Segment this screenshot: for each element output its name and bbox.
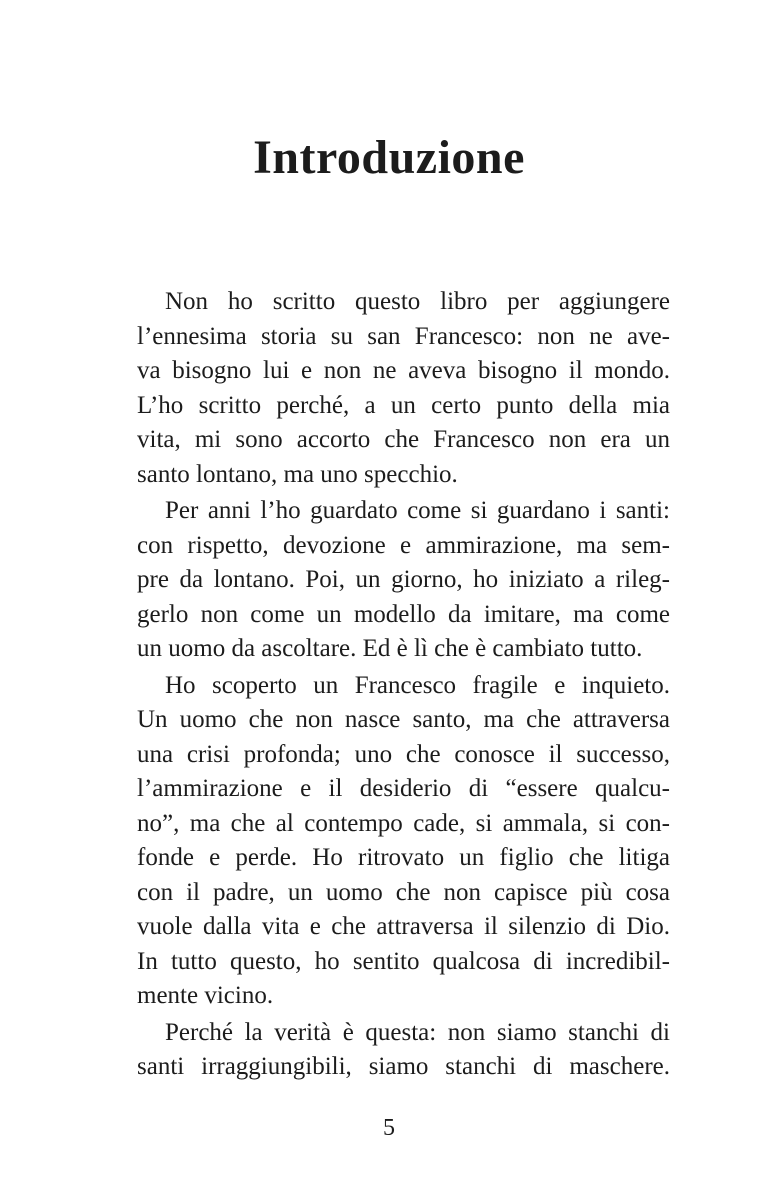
- text-line: Non ho scritto questo libro per aggiungere: [165, 288, 670, 315]
- text-line: va bisogno lui e non ne aveva bisogno il mondo.: [137, 357, 670, 384]
- paragraph: [137, 1016, 670, 1085]
- text-line: gerlo non come un modello da imitare, ma come: [137, 600, 670, 628]
- text-line: Ho scoperto un Francesco fragile e inquieto.: [165, 671, 670, 699]
- text-line: santo lontano, ma uno specchio.: [137, 460, 458, 488]
- text-line: fonde e perde. Ho ritrovato un figlio che litiga: [137, 844, 670, 871]
- text-line: L’ho scritto perché, a un certo punto della mia: [137, 391, 670, 419]
- text-line: un uomo da ascoltare. Ed è lì che è cambiato tutto.: [137, 635, 643, 662]
- chapter-title: Introduzione: [253, 131, 525, 184]
- text-line: Un uomo che non nasce santo, ma che attraversa: [137, 706, 670, 733]
- paragraph: [137, 669, 670, 1014]
- text-line: Per anni l’ho guardato come si guardano i santi:: [165, 497, 670, 524]
- text-line: santi irraggiungibili, siamo stanchi di maschere.: [137, 1053, 670, 1080]
- text-line: no”, ma che al contempo cade, si ammala, si con-: [137, 809, 670, 837]
- text-line: pre da lontano. Poi, un giorno, ho iniziato a rileg-: [137, 566, 670, 593]
- text-line: mente vicino.: [137, 982, 274, 1009]
- text-line: Perché la verità è questa: non siamo stanchi di: [165, 1018, 670, 1046]
- text-line: con rispetto, devozione e ammirazione, ma sem-: [137, 531, 670, 559]
- text-line: l’ennesima storia su san Francesco: non ne ave-: [137, 322, 670, 350]
- text-line: In tutto questo, ho sentito qualcosa di incredibil-: [137, 947, 670, 975]
- text-line: l’ammirazione e il desiderio di “essere qualcu-: [137, 775, 670, 802]
- paragraph: [137, 494, 670, 667]
- body-text: [137, 285, 670, 1087]
- text-line: con il padre, un uomo che non capisce più cosa: [137, 878, 670, 906]
- text-line: vuole dalla vita e che attraversa il silenzio di Dio.: [137, 913, 670, 940]
- page-number: 5: [383, 1115, 395, 1141]
- text-line: una crisi profonda; uno che conosce il successo,: [137, 740, 670, 768]
- text-line: vita, mi sono accorto che Francesco non era un: [137, 426, 670, 453]
- paragraph: [137, 285, 670, 492]
